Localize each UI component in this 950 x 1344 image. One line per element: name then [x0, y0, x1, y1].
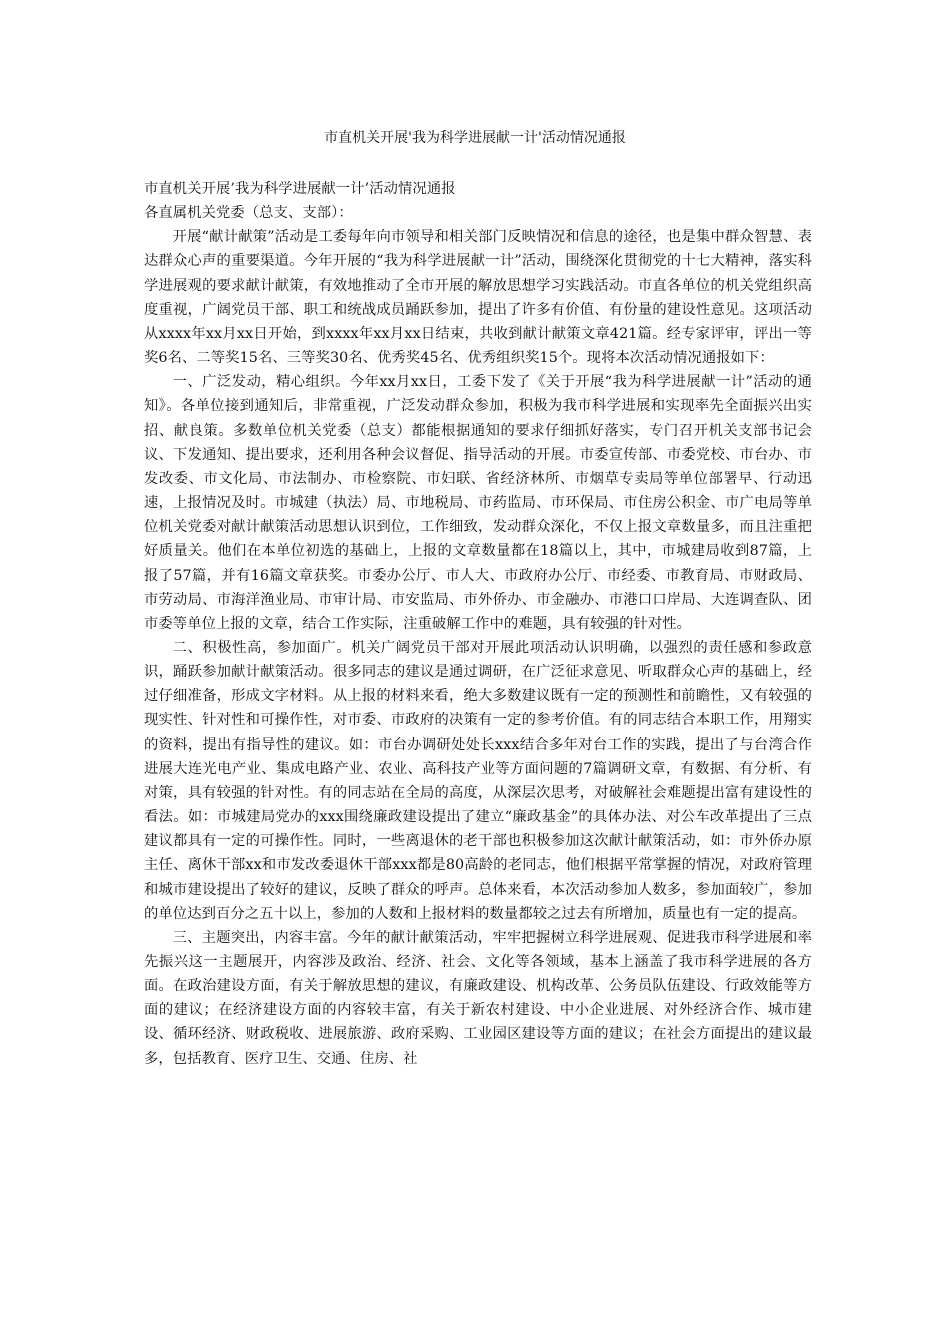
- paragraph-intro: 开展“献计献策”活动是工委每年向市领导和相关部门反映情况和信息的途径，也是集中群众智慧、表达群众心声的重要渠道。今年开展的“我为科学进展献一计”活动，围绕深化贯彻党的十七大精神，落实科学进展观的要求献计献策，有效地推动了全市开展的解放思想学习实践活动。市直各单位的机关党组织高度重视，广阔党员干部、职工和统战成员踊跃参加，提出了许多有价值、有份量的建设性意见。这项活动从xxxx年xx月xx日开始，到xxxx年xx月xx日结束，共收到献计献策文章421篇。经专家评审，评出一等奖6名、二等奖15名、三等奖30名、优秀奖45名、优秀组织奖15个。现将本次活动情况通报如下：: [144, 229, 812, 367]
- paragraph-section-3: 三、主题突出，内容丰富。今年的献计献策活动，牢牢把握树立科学进展观、促进我市科学进展和率先振兴这一主题展开，内容涉及政治、经济、社会、文化等各领域，基本上涵盖了我市科学进展的各方面。在政治建设方面，有关于解放思想的建议，有廉政建设、机构改革、公务员队伍建设、行政效能等方面的建议；在经济建设方面的内容较丰富，有关于新农村建设、中小企业进展、对外经济合作、城市建设、循环经济、财政税收、进展旅游、政府采购、工业园区建设等方面的建议；在社会方面提出的建议最多，包括教育、医疗卫生、交通、住房、社: [144, 929, 812, 1067]
- paragraph-section-1: 一、广泛发动，精心组织。今年xx月xx日，工委下发了《关于开展“我为科学进展献一计”活动的通知》。各单位接到通知后，非常重视，广泛发动群众参加，积极为我市科学进展和实现率先全面振兴出实招、献良策。多数单位机关党委（总支）都能根据通知的要求仔细抓好落实，专门召开机关支部书记会议、下发通知、提出要求，还利用各种会议督促、指导活动的开展。市委宣传部、市委党校、市台办、市发改委、市文化局、市法制办、市检察院、市妇联、省经济林所、市烟草专卖局等单位部署早、行动迅速，上报情况及时。市城建（执法）局、市地税局、市药监局、市环保局、市住房公积金、市广电局等单位机关党委对献计献策活动思想认识到位，工作细致，发动群众深化，不仅上报文章数量多，而且注重把好质量关。他们在本单位初选的基础上，上报的文章数量都在18篇以上，其中，市城建局收到87篇，上报了57篇，并有16篇文章获奖。市委办公厅、市人大、市政府办公厅、市经委、市教育局、市财政局、市劳动局、市海洋渔业局、市审计局、市安监局、市外侨办、市金融办、市港口口岸局、大连调查队、团市委等单位上报的文章，结合工作实际，注重破解工作中的难题，具有较强的针对性。: [144, 374, 812, 632]
- document-subtitle: 市直机关开展’我为科学进展献一计’活动情况通报: [144, 181, 456, 197]
- document-title: 市直机关开展'我为科学进展献一计'活动情况通报: [324, 130, 626, 146]
- document-body: [144, 177, 812, 1071]
- paragraph-section-2: 二、积极性高，参加面广。机关广阔党员干部对开展此项活动认识明确，以强烈的责任感和参政意识，踊跃参加献计献策活动。很多同志的建议是通过调研，在广泛征求意见、听取群众心声的基础上，经过仔细准备，形成文字材料。从上报的材料来看，绝大多数建议既有一定的预测性和前瞻性，又有较强的现实性、针对性和可操作性，对市委、市政府的决策有一定的参考价值。有的同志结合本职工作，用翔实的资料，提出有指导性的建议。如：市台办调研处处长xxx结合多年对台工作的实践，提出了与台湾合作进展大连光电产业、集成电路产业、农业、高科技产业等方面问题的7篇调研文章，有数据、有分析、有对策，具有较强的针对性。有的同志站在全局的高度，从深层次思考，对破解社会难题提出富有建设性的看法。如：市城建局党办的xxx围绕廉政建设提出了建立“廉政基金”的具体办法、对公车改革提出了三点建议都具有一定的可操作性。同时，一些离退休的老干部也积极参加这次献计献策活动，如：市外侨办原主任、离休干部xx和市发改委退休干部xxx都是80高龄的老同志，他们根据平常掌握的情况，对政府管理和城市建设提出了较好的建议，反映了群众的呼声。总体来看，本次活动参加人数多，参加面较广，参加的单位达到百分之五十以上，参加的人数和上报材料的数量都较之过去有所增加，质量也有一定的提高。: [144, 639, 812, 922]
- salutation: 各直属机关党委（总支、支部）：: [144, 205, 353, 222]
